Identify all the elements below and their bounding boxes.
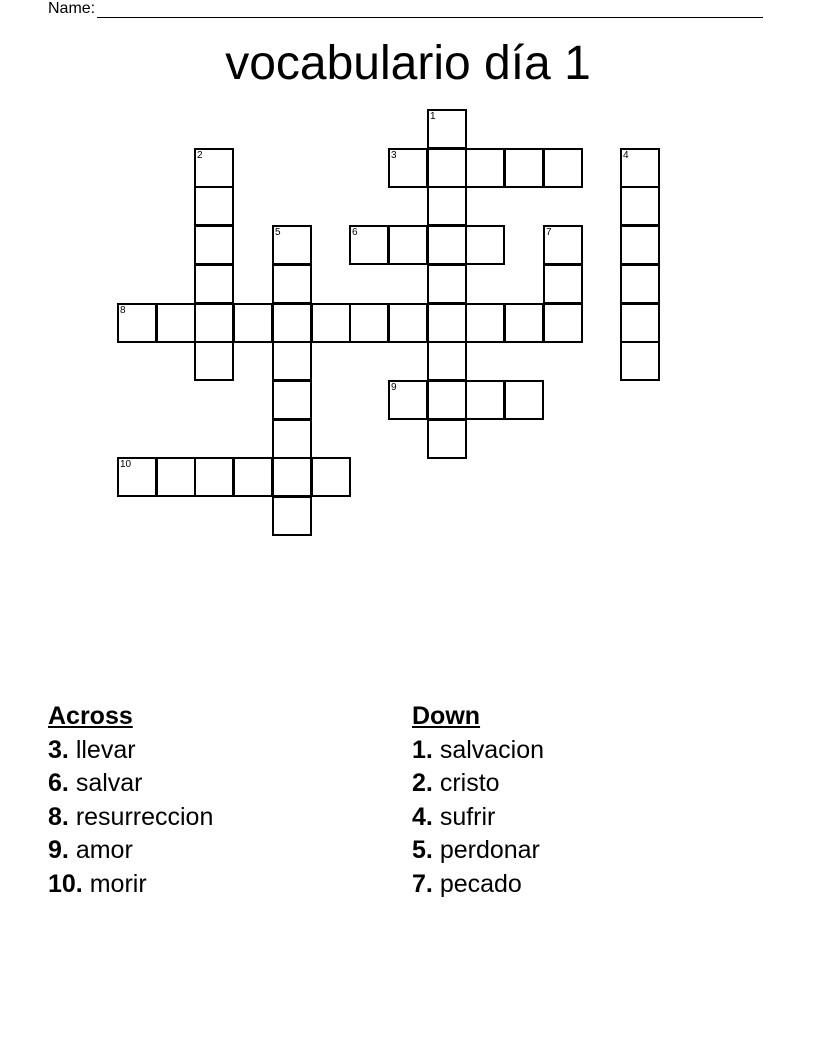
cell-number: 7 <box>546 227 552 238</box>
crossword-cell[interactable] <box>272 225 312 265</box>
crossword-cell[interactable] <box>272 496 312 536</box>
crossword-cell[interactable] <box>156 303 196 343</box>
crossword-cell[interactable] <box>620 264 660 304</box>
down-clues <box>412 700 544 901</box>
crossword-cell[interactable] <box>620 186 660 226</box>
crossword-cell[interactable] <box>194 148 234 188</box>
crossword-cell[interactable] <box>388 303 428 343</box>
cell-number: 9 <box>391 382 397 393</box>
crossword-cell[interactable] <box>194 457 234 497</box>
crossword-cell[interactable] <box>427 109 467 149</box>
crossword-cell[interactable] <box>465 303 505 343</box>
clue-text: resurreccion <box>75 802 214 831</box>
clue-text: llevar <box>75 735 136 764</box>
clue-text: perdonar <box>439 836 540 864</box>
clue-number: 7. <box>412 869 433 898</box>
clue-number: 10. <box>48 869 83 898</box>
across-clue <box>48 834 213 868</box>
clue-number: 8. <box>48 802 69 831</box>
cell-number: 2 <box>197 150 203 161</box>
clue-number: 9. <box>48 836 69 864</box>
crossword-cell[interactable] <box>194 264 234 304</box>
crossword-cell[interactable] <box>388 225 428 265</box>
crossword-cell[interactable] <box>504 380 544 420</box>
cell-number: 3 <box>391 150 397 161</box>
cell-number: 4 <box>623 150 629 161</box>
clue-number: 1. <box>412 735 433 764</box>
crossword-cell[interactable] <box>543 148 583 188</box>
down-clue <box>412 734 544 768</box>
across-clue <box>48 767 213 801</box>
clue-text: amor <box>75 836 133 864</box>
down-heading: Down <box>412 702 481 730</box>
cell-number: 5 <box>275 227 281 238</box>
across-clue <box>48 868 213 902</box>
clue-number: 3. <box>48 735 69 764</box>
crossword-cell[interactable] <box>388 380 428 420</box>
crossword-cell[interactable] <box>427 264 467 304</box>
crossword-cell[interactable] <box>543 303 583 343</box>
crossword-cell[interactable] <box>427 225 467 265</box>
page-title: vocabulario día 1 <box>225 37 591 90</box>
crossword-cell[interactable] <box>272 264 312 304</box>
crossword-cell[interactable] <box>388 148 428 188</box>
clue-text: morir <box>89 869 147 898</box>
crossword-cell[interactable] <box>427 380 467 420</box>
clue-text: sufrir <box>439 802 496 831</box>
across-clue <box>48 801 213 835</box>
clue-number: 4. <box>412 802 433 831</box>
crossword-cell[interactable] <box>504 303 544 343</box>
down-clue <box>412 767 544 801</box>
crossword-cell[interactable] <box>427 303 467 343</box>
crossword-cell[interactable] <box>194 303 234 343</box>
crossword-cell[interactable] <box>504 148 544 188</box>
crossword-cell[interactable] <box>194 225 234 265</box>
crossword-cell[interactable] <box>272 419 312 459</box>
crossword-cell[interactable] <box>620 303 660 343</box>
crossword-cell[interactable] <box>117 303 157 343</box>
down-clue <box>412 868 544 902</box>
crossword-cell[interactable] <box>311 457 351 497</box>
clue-number: 2. <box>412 769 433 797</box>
across-heading: Across <box>48 702 133 730</box>
cell-number: 6 <box>352 227 358 238</box>
crossword-cell[interactable] <box>194 341 234 381</box>
crossword-cell[interactable] <box>620 341 660 381</box>
crossword-cell[interactable] <box>427 419 467 459</box>
crossword-cell[interactable] <box>311 303 351 343</box>
clue-number: 6. <box>48 769 69 797</box>
crossword-cell[interactable] <box>349 303 389 343</box>
crossword-cell[interactable] <box>465 225 505 265</box>
cell-number: 10 <box>120 459 132 470</box>
clue-text: cristo <box>439 769 500 797</box>
crossword-cell[interactable] <box>156 457 196 497</box>
crossword-cell[interactable] <box>233 303 273 343</box>
crossword-cell[interactable] <box>427 148 467 188</box>
crossword-cell[interactable] <box>272 341 312 381</box>
clue-text: pecado <box>439 869 522 898</box>
crossword-cell[interactable] <box>465 148 505 188</box>
clue-number: 5. <box>412 836 433 864</box>
clue-text: salvacion <box>439 735 545 764</box>
cell-number: 1 <box>430 111 436 122</box>
crossword-cell[interactable] <box>543 264 583 304</box>
down-clue <box>412 834 544 868</box>
crossword-cell[interactable] <box>194 186 234 226</box>
name-label: Name: <box>48 0 96 17</box>
crossword-cell[interactable] <box>272 380 312 420</box>
crossword-cell[interactable] <box>233 457 273 497</box>
crossword-cell[interactable] <box>620 148 660 188</box>
cell-number: 8 <box>120 305 126 316</box>
crossword-cell[interactable] <box>272 457 312 497</box>
crossword-cell[interactable] <box>465 380 505 420</box>
crossword-cell[interactable] <box>427 341 467 381</box>
crossword-cell[interactable] <box>620 225 660 265</box>
across-clues <box>48 700 213 901</box>
crossword-cell[interactable] <box>272 303 312 343</box>
crossword-cell[interactable] <box>117 457 157 497</box>
crossword-cell[interactable] <box>543 225 583 265</box>
across-clue <box>48 734 213 768</box>
crossword-cell[interactable] <box>349 225 389 265</box>
crossword-cell[interactable] <box>427 186 467 226</box>
clue-text: salvar <box>75 769 143 797</box>
down-clue <box>412 801 544 835</box>
